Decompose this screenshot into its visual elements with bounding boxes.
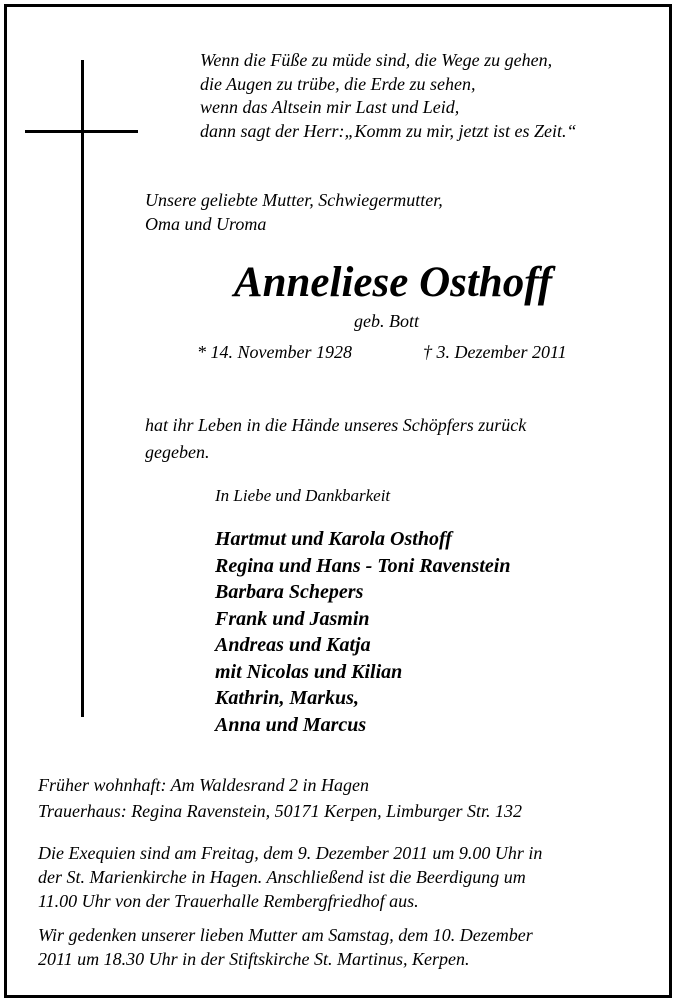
mass-line: 2011 um 18.30 Uhr in der Stiftskirche St. Martinus, Kerpen. [38,949,470,969]
poem-line: die Augen zu trübe, die Erde zu sehen, [200,73,476,94]
mourner-name: Hartmut und Karola Osthoff [215,528,452,550]
maiden-name: geb. Bott [354,311,419,331]
poem [200,49,577,143]
mourner-name: Anna und Marcus [215,713,367,736]
mourner-name: Regina und Hans - Toni Ravenstein [215,554,511,577]
returned-text [145,412,526,466]
poem-line: wenn das Altsein mir Last und Leid, [200,97,460,117]
intro-line: Unsere geliebte Mutter, Schwiegermutter, [145,190,443,210]
funeral-info [38,841,542,913]
deceased-name: Anneliese Osthoff [233,259,553,306]
poem-line: Wenn die Füße zu müde sind, die Wege zu gehen, [200,50,553,70]
returned-line: hat ihr Leben in die Hände unseres Schöpfers zurück [145,415,527,435]
mourner-name: mit Nicolas und Kilian [215,660,403,683]
residence-info [38,772,522,824]
former-residence: Früher wohnhaft: Am Waldesrand 2 in Hagen [38,775,369,795]
mourner-name: Andreas und Katja [215,634,371,656]
mourners-list [215,526,510,738]
intro-text [145,189,443,236]
love-and-gratitude-line: In Liebe und Dankbarkeit [215,486,391,505]
cross-vertical-beam [81,60,84,717]
memorial-mass-info [38,923,533,971]
funeral-line: Die Exequien sind am Freitag, dem 9. Dezember 2011 um 9.00 Uhr in [38,843,543,863]
mourner-name: Barbara Schepers [215,581,364,603]
funeral-line: der St. Marienkirche in Hagen. Anschließend ist die Beerdigung um [38,867,526,887]
mourner-name: Frank und Jasmin [215,607,370,630]
house-of-mourning: Trauerhaus: Regina Ravenstein, 50171 Kerpen, Limburger Str. 132 [38,801,522,821]
funeral-line: 11.00 Uhr von der Trauerhalle Rembergfriedhof aus. [38,891,419,911]
birth-date: * 14. November 1928 [197,342,352,362]
mass-line: Wir gedenken unserer lieben Mutter am Samstag, dem 10. Dezember [38,925,533,945]
returned-line: gegeben. [145,442,210,462]
death-date: † 3. Dezember 2011 [423,342,567,362]
poem-line: dann sagt der Herr:„Komm zu mir, jetzt ist es Zeit.“ [200,120,577,141]
mourner-name: Kathrin, Markus, [215,687,359,709]
cross-horizontal-beam [25,130,138,133]
intro-line: Oma und Uroma [145,213,267,234]
